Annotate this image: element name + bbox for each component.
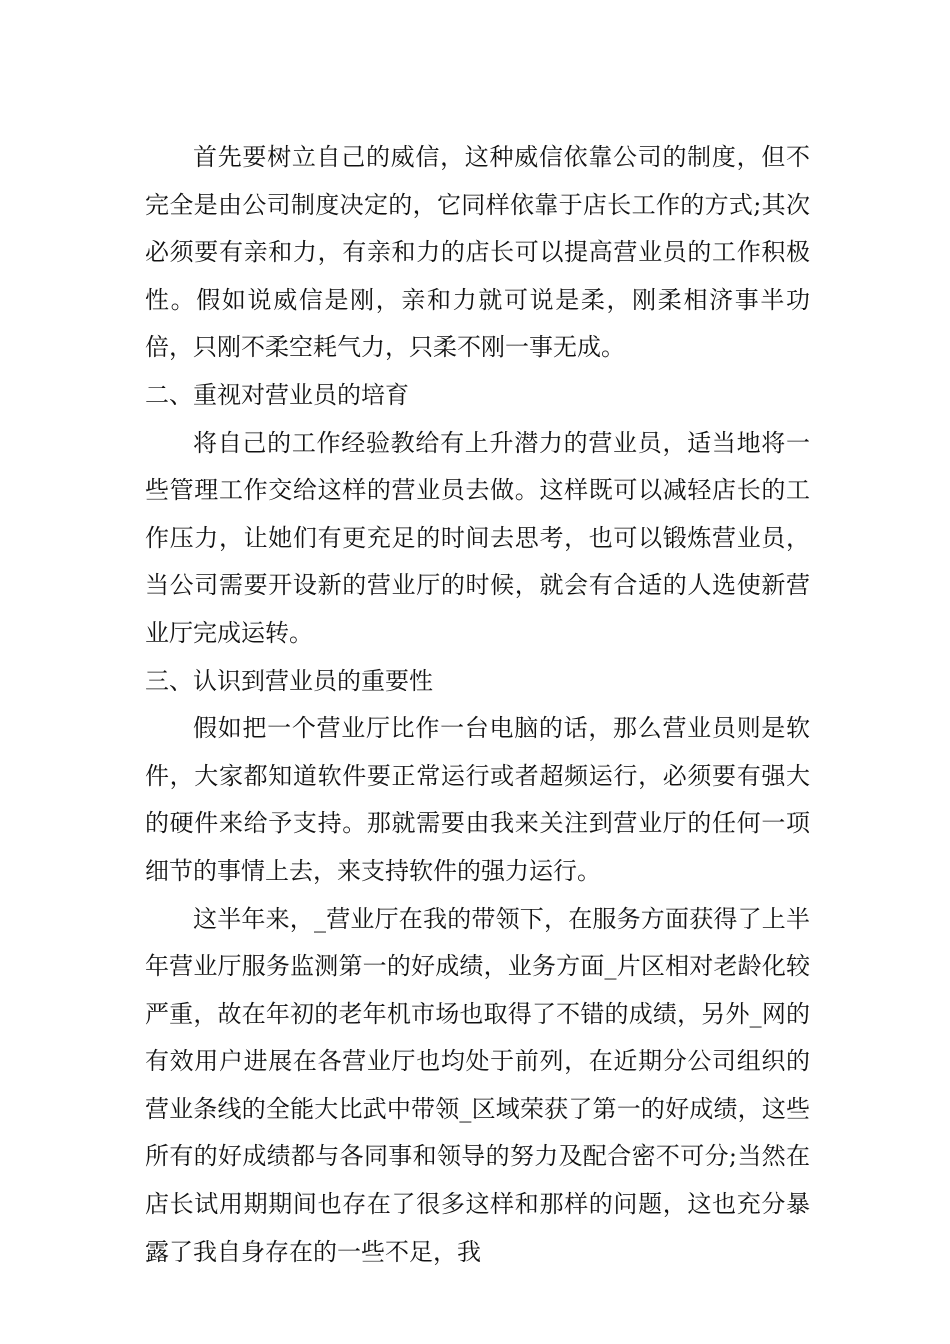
- heading-importance: 三、认识到营业员的重要性: [145, 666, 433, 695]
- heading-training: 二、重视对营业员的培育: [145, 380, 409, 409]
- paragraph-authority: 首先要树立自己的威信，这种威信依靠公司的制度，但不完全是由公司制度决定的，它同样依靠于店长工作的方式;其次必须要有亲和力，有亲和力的店长可以提高营业员的工作积极性。假如说威信是刚，亲和力就可说是柔，刚柔相济事半功倍，只刚不柔空耗气力，只柔不刚一事无成。: [145, 143, 810, 362]
- paragraph-training: 将自己的工作经验教给有上升潜力的营业员，适当地将一些管理工作交给这样的营业员去做。这样既可以减轻店长的工作压力，让她们有更充足的时间去思考，也可以锻炼营业员，当公司需要开设新的营业厅的时候，就会有合适的人选使新营业厅完成运转。: [145, 428, 810, 647]
- paragraph-summary: 这半年来，_营业厅在我的带领下，在服务方面获得了上半年营业厅服务监测第一的好成绩，业务方面_片区相对老龄化较严重，故在年初的老年机市场也取得了不错的成绩，另外_网的有效用户进展在各营业厅也均处于前列，在近期分公司组织的营业条线的全能大比武中带领_区域荣获了第一的好成绩，这些所有的好成绩都与各同事和领导的努力及配合密不可分;当然在店长试用期期间也存在了很多这样和那样的问题，这也充分暴露了我自身存在的一些不足，我: [145, 904, 810, 1266]
- paragraph-importance: 假如把一个营业厅比作一台电脑的话，那么营业员则是软件，大家都知道软件要正常运行或者超频运行，必须要有强大的硬件来给予支持。那就需要由我来关注到营业厅的任何一项细节的事情上去，来支持软件的强力运行。: [145, 714, 810, 885]
- document-body: [145, 134, 810, 1276]
